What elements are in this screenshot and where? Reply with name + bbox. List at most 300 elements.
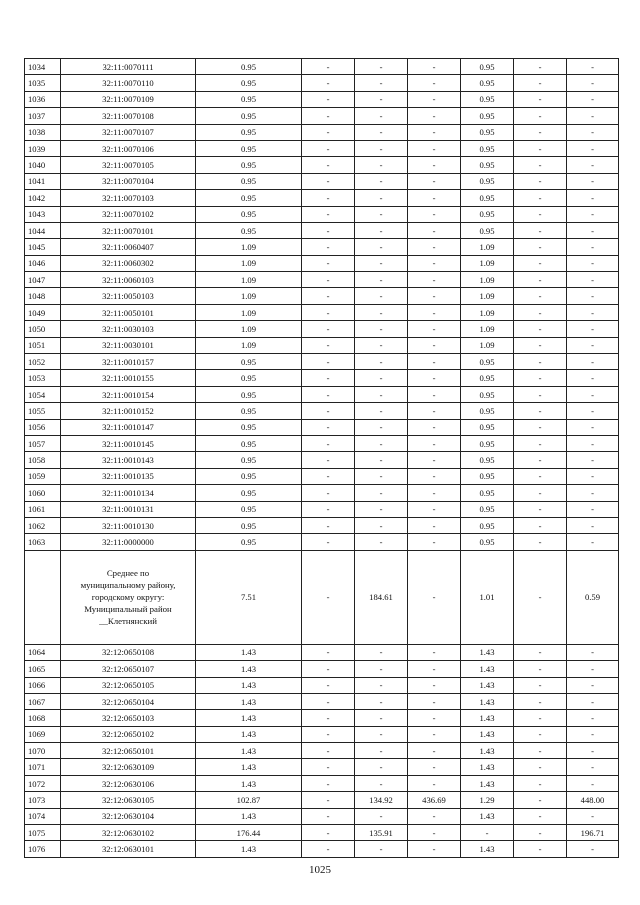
- value-cell: -: [514, 743, 567, 759]
- value-cell: -: [355, 386, 408, 402]
- value-cell: -: [302, 808, 355, 824]
- value-cell: 1.43: [461, 644, 514, 660]
- table-row: [25, 435, 619, 451]
- value-cell: -: [514, 644, 567, 660]
- summary-row: [25, 550, 619, 644]
- value-cell: 0.95: [196, 190, 302, 206]
- value-cell: -: [514, 775, 567, 791]
- value-cell: -: [302, 206, 355, 222]
- value-cell: -: [514, 255, 567, 271]
- table-row: [25, 759, 619, 775]
- value-cell: 1.43: [196, 775, 302, 791]
- table-row: [25, 190, 619, 206]
- summary-value-cell: 0.59: [567, 550, 619, 644]
- value-cell: 1.09: [196, 239, 302, 255]
- value-cell: -: [408, 288, 461, 304]
- value-cell: -: [355, 75, 408, 91]
- row-number-cell: 1056: [25, 419, 61, 435]
- value-cell: -: [302, 75, 355, 91]
- value-cell: -: [514, 354, 567, 370]
- value-cell: -: [408, 501, 461, 517]
- value-cell: -: [302, 124, 355, 140]
- cadastral-code-cell: 32:12:0650105: [61, 677, 196, 693]
- value-cell: -: [567, 693, 619, 709]
- value-cell: -: [567, 743, 619, 759]
- value-cell: -: [408, 255, 461, 271]
- value-cell: -: [514, 468, 567, 484]
- value-cell: -: [514, 321, 567, 337]
- value-cell: -: [355, 644, 408, 660]
- value-cell: 196.71: [567, 825, 619, 841]
- value-cell: -: [408, 661, 461, 677]
- table-row: [25, 792, 619, 808]
- row-number-cell: 1058: [25, 452, 61, 468]
- table-row: [25, 693, 619, 709]
- value-cell: 1.09: [196, 321, 302, 337]
- row-number-cell: 1037: [25, 108, 61, 124]
- row-number-cell: 1061: [25, 501, 61, 517]
- value-cell: 1.09: [461, 255, 514, 271]
- value-cell: -: [408, 693, 461, 709]
- value-cell: 1.09: [461, 272, 514, 288]
- value-cell: 1.09: [196, 304, 302, 320]
- value-cell: -: [355, 140, 408, 156]
- value-cell: -: [355, 759, 408, 775]
- table-row: [25, 173, 619, 189]
- value-cell: -: [567, 726, 619, 742]
- value-cell: -: [355, 775, 408, 791]
- value-cell: -: [567, 775, 619, 791]
- cadastral-code-cell: 32:11:0010131: [61, 501, 196, 517]
- value-cell: -: [514, 124, 567, 140]
- value-cell: -: [355, 157, 408, 173]
- value-cell: -: [567, 288, 619, 304]
- row-number-cell: 1072: [25, 775, 61, 791]
- value-cell: -: [355, 255, 408, 271]
- value-cell: 1.43: [461, 710, 514, 726]
- value-cell: -: [355, 419, 408, 435]
- value-cell: 1.43: [196, 710, 302, 726]
- value-cell: -: [302, 108, 355, 124]
- value-cell: -: [408, 222, 461, 238]
- value-cell: -: [408, 775, 461, 791]
- value-cell: 0.95: [461, 485, 514, 501]
- value-cell: -: [567, 841, 619, 857]
- value-cell: -: [514, 759, 567, 775]
- table-body-summary: [25, 550, 619, 644]
- value-cell: -: [567, 370, 619, 386]
- value-cell: 1.43: [461, 841, 514, 857]
- row-number-cell: 1067: [25, 693, 61, 709]
- value-cell: -: [567, 435, 619, 451]
- value-cell: 1.09: [196, 272, 302, 288]
- summary-value-cell: -: [408, 550, 461, 644]
- value-cell: -: [302, 710, 355, 726]
- value-cell: -: [302, 91, 355, 107]
- cadastral-code-cell: 32:12:0650107: [61, 661, 196, 677]
- value-cell: -: [355, 337, 408, 353]
- summary-label-line: городскому округу:: [91, 592, 165, 603]
- value-cell: -: [514, 140, 567, 156]
- row-number-cell: 1048: [25, 288, 61, 304]
- cadastral-code-cell: 32:12:0650101: [61, 743, 196, 759]
- value-cell: 1.09: [461, 337, 514, 353]
- value-cell: -: [514, 157, 567, 173]
- row-number-cell: 1054: [25, 386, 61, 402]
- value-cell: -: [355, 501, 408, 517]
- value-cell: 0.95: [196, 59, 302, 75]
- table-row: [25, 75, 619, 91]
- value-cell: -: [408, 677, 461, 693]
- summary-label-line: Муниципальный район: [84, 604, 172, 615]
- value-cell: -: [567, 644, 619, 660]
- value-cell: 135.91: [355, 825, 408, 841]
- value-cell: 0.95: [461, 534, 514, 550]
- value-cell: -: [302, 190, 355, 206]
- value-cell: -: [302, 59, 355, 75]
- value-cell: -: [302, 661, 355, 677]
- table-row: [25, 124, 619, 140]
- cadastral-code-cell: 32:11:0060302: [61, 255, 196, 271]
- value-cell: -: [355, 677, 408, 693]
- cadastral-code-cell: 32:11:0010154: [61, 386, 196, 402]
- value-cell: -: [408, 825, 461, 841]
- value-cell: -: [408, 435, 461, 451]
- value-cell: -: [355, 403, 408, 419]
- cadastral-code-cell: 32:11:0060407: [61, 239, 196, 255]
- value-cell: -: [567, 124, 619, 140]
- value-cell: -: [408, 108, 461, 124]
- value-cell: -: [355, 468, 408, 484]
- value-cell: -: [567, 206, 619, 222]
- value-cell: -: [355, 743, 408, 759]
- value-cell: -: [567, 239, 619, 255]
- row-number-cell: 1055: [25, 403, 61, 419]
- value-cell: 1.09: [196, 337, 302, 353]
- cadastral-code-cell: 32:11:0050101: [61, 304, 196, 320]
- value-cell: -: [408, 386, 461, 402]
- value-cell: -: [302, 419, 355, 435]
- value-cell: -: [355, 206, 408, 222]
- row-number-cell: 1043: [25, 206, 61, 222]
- summary-row-label-cell: [61, 550, 196, 644]
- value-cell: -: [567, 108, 619, 124]
- table-row: [25, 661, 619, 677]
- value-cell: -: [514, 403, 567, 419]
- value-cell: -: [514, 419, 567, 435]
- value-cell: -: [302, 288, 355, 304]
- value-cell: 0.95: [196, 91, 302, 107]
- value-cell: 0.95: [461, 501, 514, 517]
- value-cell: -: [408, 157, 461, 173]
- table-row: [25, 59, 619, 75]
- value-cell: -: [408, 239, 461, 255]
- row-number-cell: 1051: [25, 337, 61, 353]
- value-cell: -: [302, 337, 355, 353]
- value-cell: -: [514, 108, 567, 124]
- value-cell: -: [302, 386, 355, 402]
- value-cell: 1.43: [196, 677, 302, 693]
- table-row: [25, 775, 619, 791]
- value-cell: -: [302, 825, 355, 841]
- value-cell: -: [408, 124, 461, 140]
- value-cell: 0.95: [461, 140, 514, 156]
- value-cell: -: [302, 321, 355, 337]
- row-number-cell: 1071: [25, 759, 61, 775]
- value-cell: -: [408, 337, 461, 353]
- value-cell: 1.09: [461, 321, 514, 337]
- value-cell: 1.43: [196, 644, 302, 660]
- value-cell: -: [408, 140, 461, 156]
- value-cell: 0.95: [461, 386, 514, 402]
- value-cell: 0.95: [196, 206, 302, 222]
- cadastral-code-cell: 32:11:0010155: [61, 370, 196, 386]
- value-cell: 0.95: [196, 403, 302, 419]
- value-cell: -: [514, 239, 567, 255]
- value-cell: -: [567, 403, 619, 419]
- value-cell: -: [355, 485, 408, 501]
- row-number-cell: 1068: [25, 710, 61, 726]
- value-cell: -: [355, 726, 408, 742]
- table-row: [25, 91, 619, 107]
- summary-value-cell: 7.51: [196, 550, 302, 644]
- table-row: [25, 288, 619, 304]
- value-cell: -: [355, 841, 408, 857]
- value-cell: 0.95: [196, 485, 302, 501]
- value-cell: -: [567, 222, 619, 238]
- value-cell: -: [567, 91, 619, 107]
- value-cell: 176.44: [196, 825, 302, 841]
- value-cell: -: [355, 288, 408, 304]
- value-cell: 1.29: [461, 792, 514, 808]
- value-cell: 1.43: [461, 759, 514, 775]
- value-cell: -: [355, 272, 408, 288]
- value-cell: -: [302, 452, 355, 468]
- value-cell: 0.95: [461, 91, 514, 107]
- value-cell: -: [302, 792, 355, 808]
- value-cell: -: [408, 206, 461, 222]
- value-cell: -: [408, 91, 461, 107]
- row-number-cell: 1049: [25, 304, 61, 320]
- table-row: [25, 726, 619, 742]
- cadastral-code-cell: 32:11:0060103: [61, 272, 196, 288]
- value-cell: 0.95: [461, 124, 514, 140]
- value-cell: -: [514, 173, 567, 189]
- table-row: [25, 370, 619, 386]
- value-cell: -: [567, 452, 619, 468]
- value-cell: 0.95: [461, 157, 514, 173]
- cadastral-code-cell: 32:11:0010157: [61, 354, 196, 370]
- value-cell: 1.09: [196, 255, 302, 271]
- value-cell: 0.95: [196, 75, 302, 91]
- row-number-cell: 1050: [25, 321, 61, 337]
- value-cell: -: [567, 304, 619, 320]
- cadastral-code-cell: 32:12:0650104: [61, 693, 196, 709]
- table-row: [25, 485, 619, 501]
- value-cell: -: [567, 661, 619, 677]
- value-cell: -: [355, 108, 408, 124]
- value-cell: -: [567, 321, 619, 337]
- table-row: [25, 206, 619, 222]
- value-cell: -: [514, 485, 567, 501]
- table-row: [25, 140, 619, 156]
- value-cell: 1.09: [461, 304, 514, 320]
- value-cell: -: [302, 693, 355, 709]
- table-row: [25, 419, 619, 435]
- value-cell: -: [302, 222, 355, 238]
- row-number-cell: 1045: [25, 239, 61, 255]
- value-cell: 1.43: [461, 743, 514, 759]
- value-cell: 1.43: [196, 661, 302, 677]
- value-cell: -: [355, 124, 408, 140]
- value-cell: -: [302, 140, 355, 156]
- value-cell: -: [302, 157, 355, 173]
- value-cell: -: [408, 272, 461, 288]
- cadastral-code-cell: 32:11:0030101: [61, 337, 196, 353]
- summary-row-number-cell: [25, 550, 61, 644]
- value-cell: -: [355, 517, 408, 533]
- value-cell: -: [567, 534, 619, 550]
- row-number-cell: 1044: [25, 222, 61, 238]
- value-cell: -: [514, 190, 567, 206]
- value-cell: -: [302, 775, 355, 791]
- value-cell: -: [567, 59, 619, 75]
- value-cell: 0.95: [461, 59, 514, 75]
- value-cell: -: [514, 222, 567, 238]
- table-row: [25, 354, 619, 370]
- row-number-cell: 1040: [25, 157, 61, 173]
- value-cell: -: [567, 140, 619, 156]
- value-cell: -: [302, 841, 355, 857]
- cadastral-code-cell: 32:11:0070106: [61, 140, 196, 156]
- table-row: [25, 468, 619, 484]
- table-row: [25, 222, 619, 238]
- value-cell: 0.95: [461, 108, 514, 124]
- value-cell: -: [567, 255, 619, 271]
- value-cell: -: [567, 677, 619, 693]
- value-cell: -: [514, 272, 567, 288]
- value-cell: -: [408, 726, 461, 742]
- value-cell: -: [302, 534, 355, 550]
- value-cell: 1.43: [461, 775, 514, 791]
- cadastral-code-cell: 32:11:0070104: [61, 173, 196, 189]
- row-number-cell: 1059: [25, 468, 61, 484]
- summary-label-line: Среднее по: [106, 568, 150, 579]
- cadastral-code-cell: 32:12:0650102: [61, 726, 196, 742]
- value-cell: -: [408, 370, 461, 386]
- value-cell: -: [514, 304, 567, 320]
- cadastral-code-cell: 32:11:0070110: [61, 75, 196, 91]
- table-row: [25, 452, 619, 468]
- table-row: [25, 403, 619, 419]
- value-cell: 0.95: [196, 157, 302, 173]
- row-number-cell: 1052: [25, 354, 61, 370]
- row-number-cell: 1035: [25, 75, 61, 91]
- value-cell: -: [408, 517, 461, 533]
- summary-label-line: муниципальному району,: [80, 580, 176, 591]
- summary-value-cell: -: [514, 550, 567, 644]
- value-cell: -: [514, 693, 567, 709]
- value-cell: -: [355, 370, 408, 386]
- value-cell: 134.92: [355, 792, 408, 808]
- value-cell: -: [302, 759, 355, 775]
- value-cell: -: [514, 452, 567, 468]
- value-cell: -: [514, 59, 567, 75]
- value-cell: 0.95: [461, 435, 514, 451]
- value-cell: -: [355, 239, 408, 255]
- table-row: [25, 841, 619, 857]
- cadastral-code-cell: 32:12:0630102: [61, 825, 196, 841]
- value-cell: -: [355, 190, 408, 206]
- value-cell: 1.43: [461, 808, 514, 824]
- value-cell: -: [514, 288, 567, 304]
- value-cell: -: [302, 501, 355, 517]
- cadastral-code-cell: 32:11:0010130: [61, 517, 196, 533]
- value-cell: -: [302, 644, 355, 660]
- value-cell: -: [408, 75, 461, 91]
- value-cell: 1.43: [196, 726, 302, 742]
- cadastral-code-cell: 32:11:0070111: [61, 59, 196, 75]
- table-body-upper: [25, 59, 619, 551]
- cadastral-code-cell: 32:11:0010135: [61, 468, 196, 484]
- value-cell: -: [408, 841, 461, 857]
- row-number-cell: 1062: [25, 517, 61, 533]
- value-cell: 0.95: [461, 452, 514, 468]
- cadastral-code-cell: 32:12:0630104: [61, 808, 196, 824]
- value-cell: -: [514, 501, 567, 517]
- value-cell: 0.95: [196, 468, 302, 484]
- value-cell: 0.95: [196, 124, 302, 140]
- value-cell: 1.09: [461, 288, 514, 304]
- value-cell: -: [408, 452, 461, 468]
- value-cell: -: [514, 386, 567, 402]
- value-cell: -: [355, 59, 408, 75]
- value-cell: 0.95: [196, 501, 302, 517]
- value-cell: -: [514, 841, 567, 857]
- cadastral-code-cell: 32:11:0070109: [61, 91, 196, 107]
- value-cell: 1.09: [461, 239, 514, 255]
- value-cell: -: [408, 419, 461, 435]
- table-row: [25, 710, 619, 726]
- cadastral-code-cell: 32:11:0000000: [61, 534, 196, 550]
- table-row: [25, 304, 619, 320]
- cadastral-code-cell: 32:11:0070107: [61, 124, 196, 140]
- value-cell: -: [355, 354, 408, 370]
- table-row: [25, 239, 619, 255]
- cadastral-code-cell: 32:11:0010152: [61, 403, 196, 419]
- value-cell: -: [514, 206, 567, 222]
- value-cell: 1.43: [196, 841, 302, 857]
- value-cell: -: [408, 534, 461, 550]
- value-cell: -: [302, 677, 355, 693]
- value-cell: -: [567, 485, 619, 501]
- value-cell: -: [567, 157, 619, 173]
- cadastral-code-cell: 32:12:0630101: [61, 841, 196, 857]
- value-cell: -: [302, 726, 355, 742]
- value-cell: 0.95: [196, 534, 302, 550]
- table-body-lower: [25, 644, 619, 857]
- value-cell: -: [567, 710, 619, 726]
- value-cell: -: [302, 304, 355, 320]
- value-cell: -: [408, 710, 461, 726]
- cadastral-code-cell: 32:11:0010147: [61, 419, 196, 435]
- value-cell: 0.95: [196, 452, 302, 468]
- value-cell: 0.95: [196, 435, 302, 451]
- value-cell: 448.00: [567, 792, 619, 808]
- value-cell: 1.09: [196, 288, 302, 304]
- value-cell: -: [567, 759, 619, 775]
- value-cell: -: [567, 75, 619, 91]
